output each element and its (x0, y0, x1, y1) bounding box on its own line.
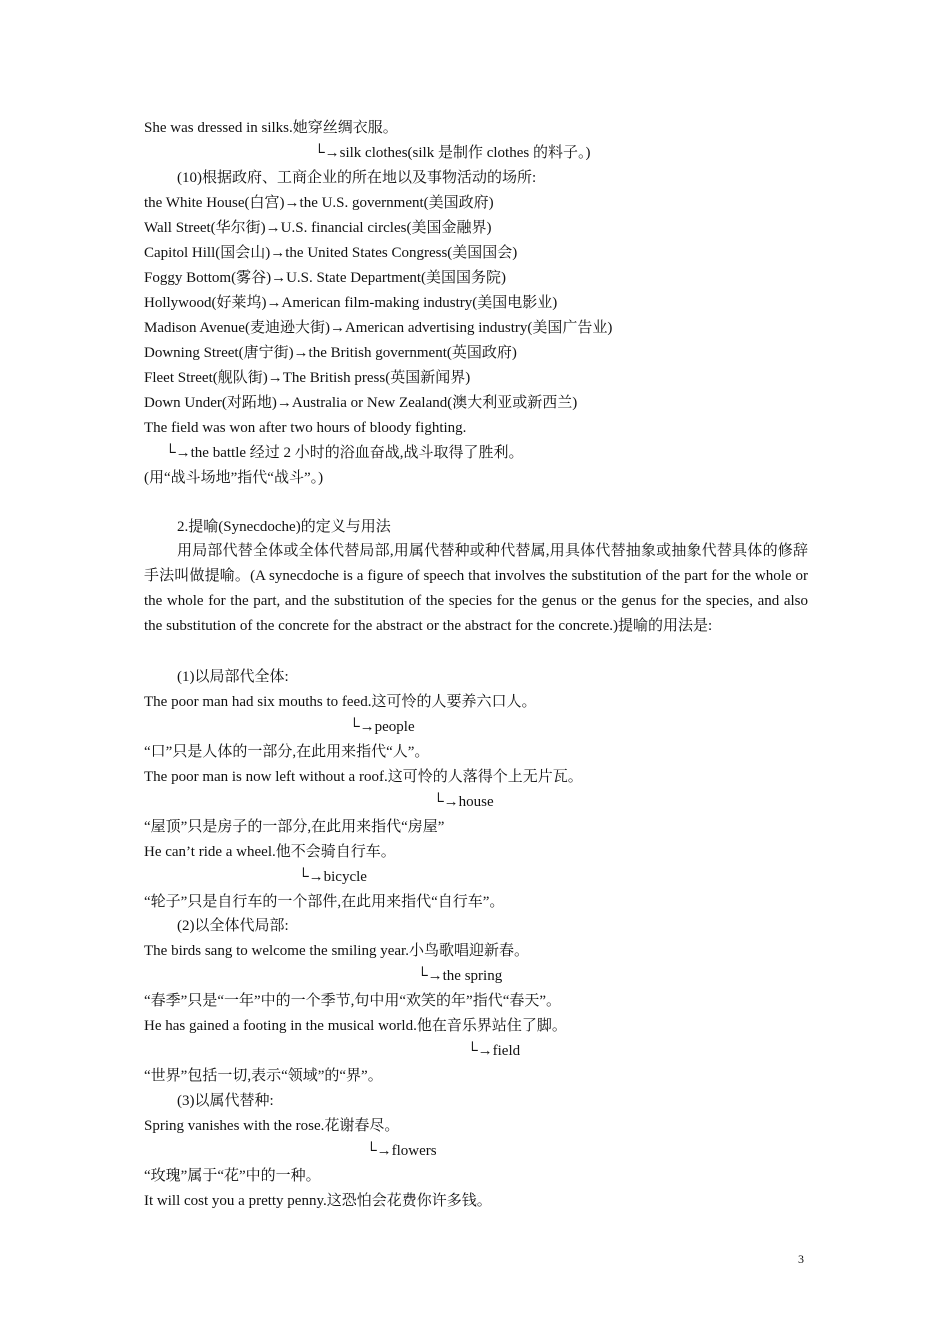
subsection-heading: (3)以属代替种: (177, 1093, 274, 1109)
annotation-arrow-line: └→silk clothes(silk 是制作 clothes 的料子。) (314, 145, 591, 161)
subsection-heading: (2)以全体代局部: (177, 918, 289, 934)
text-line: Wall Street(华尔街)→U.S. financial circles(美国金融界) (144, 220, 492, 236)
text-line: She was dressed in silks.她穿丝绸衣服。 (144, 120, 398, 136)
text-line: “世界”包括一切,表示“领域”的“界”。 (144, 1068, 383, 1084)
text-line: “屋顶”只是房子的一部分,在此用来指代“房屋” (144, 819, 445, 835)
section-heading: 2.提喻(Synecdoche)的定义与用法 (177, 519, 391, 535)
text-line: Foggy Bottom(雾谷)→U.S. State Department(美国国务院) (144, 270, 507, 286)
definition-paragraph: 用局部代替全体或全体代替局部,用属代替种或种代替属,用具体代替抽象或抽象代替具体的修辞手法叫做提喻。(A synecdoche is a figure of speech that involves the substitution of the part for the whole or the whole for the part, and the substitution of the species for the genus or the genus for the species, and also the substitution of the concrete for the abstract or the abstract for the concrete.)提喻的用法是: (144, 543, 808, 634)
text-line: Down Under(对跖地)→Australia or New Zealand(澳大利亚或新西兰) (144, 395, 578, 411)
text-line: He has gained a footing in the musical world.他在音乐界站住了脚。 (144, 1018, 567, 1034)
text-line: the White House(白宫)→the U.S. government(美国政府) (144, 195, 494, 211)
text-line: Downing Street(唐宁街)→the British government(英国政府) (144, 345, 517, 361)
annotation-arrow-line: └→house (433, 794, 494, 810)
annotation-arrow-line: └→flowers (366, 1143, 437, 1159)
page-number: 3 (798, 1252, 804, 1266)
text-line: The poor man had six mouths to feed.这可怜的人要养六口人。 (144, 694, 537, 710)
text-line: “玫瑰”属于“花”中的一种。 (144, 1168, 321, 1184)
text-line: “口”只是人体的一部分,在此用来指代“人”。 (144, 744, 430, 760)
text-line: “轮子”只是自行车的一个部件,在此用来指代“自行车”。 (144, 894, 505, 910)
text-line: He can’t ride a wheel.他不会骑自行车。 (144, 844, 396, 860)
text-line: Hollywood(好莱坞)→American film-making industry(美国电影业) (144, 295, 558, 311)
annotation-arrow-line: └→the battle 经过 2 小时的浴血奋战,战斗取得了胜利。 (165, 445, 524, 461)
section-heading: (10)根据政府、工商企业的所在地以及事物活动的场所: (177, 170, 537, 186)
annotation-arrow-line: └→the spring (417, 968, 503, 984)
text-line: The poor man is now left without a roof.这可怜的人落得个上无片瓦。 (144, 769, 583, 785)
annotation-arrow-line: └→bicycle (298, 869, 367, 885)
annotation-arrow-line: └→people (349, 719, 415, 735)
text-line: The birds sang to welcome the smiling year.小鸟歌唱迎新春。 (144, 943, 529, 959)
subsection-heading: (1)以局部代全体: (177, 669, 289, 685)
text-line: Spring vanishes with the rose.花谢春尽。 (144, 1118, 400, 1134)
text-line: The field was won after two hours of bloody fighting. (144, 420, 467, 436)
text-line: Capitol Hill(国会山)→the United States Congress(美国国会) (144, 245, 518, 261)
text-line: (用“战斗场地”指代“战斗”。) (144, 470, 324, 486)
text-line: “春季”只是“一年”中的一个季节,句中用“欢笑的年”指代“春天”。 (144, 993, 562, 1009)
annotation-arrow-line: └→field (467, 1043, 521, 1059)
text-line: Madison Avenue(麦迪逊大街)→American advertising industry(美国广告业) (144, 320, 613, 336)
text-line: It will cost you a pretty penny.这恐怕会花费你许多钱。 (144, 1193, 492, 1209)
text-line: Fleet Street(舰队街)→The British press(英国新闻界) (144, 370, 471, 386)
